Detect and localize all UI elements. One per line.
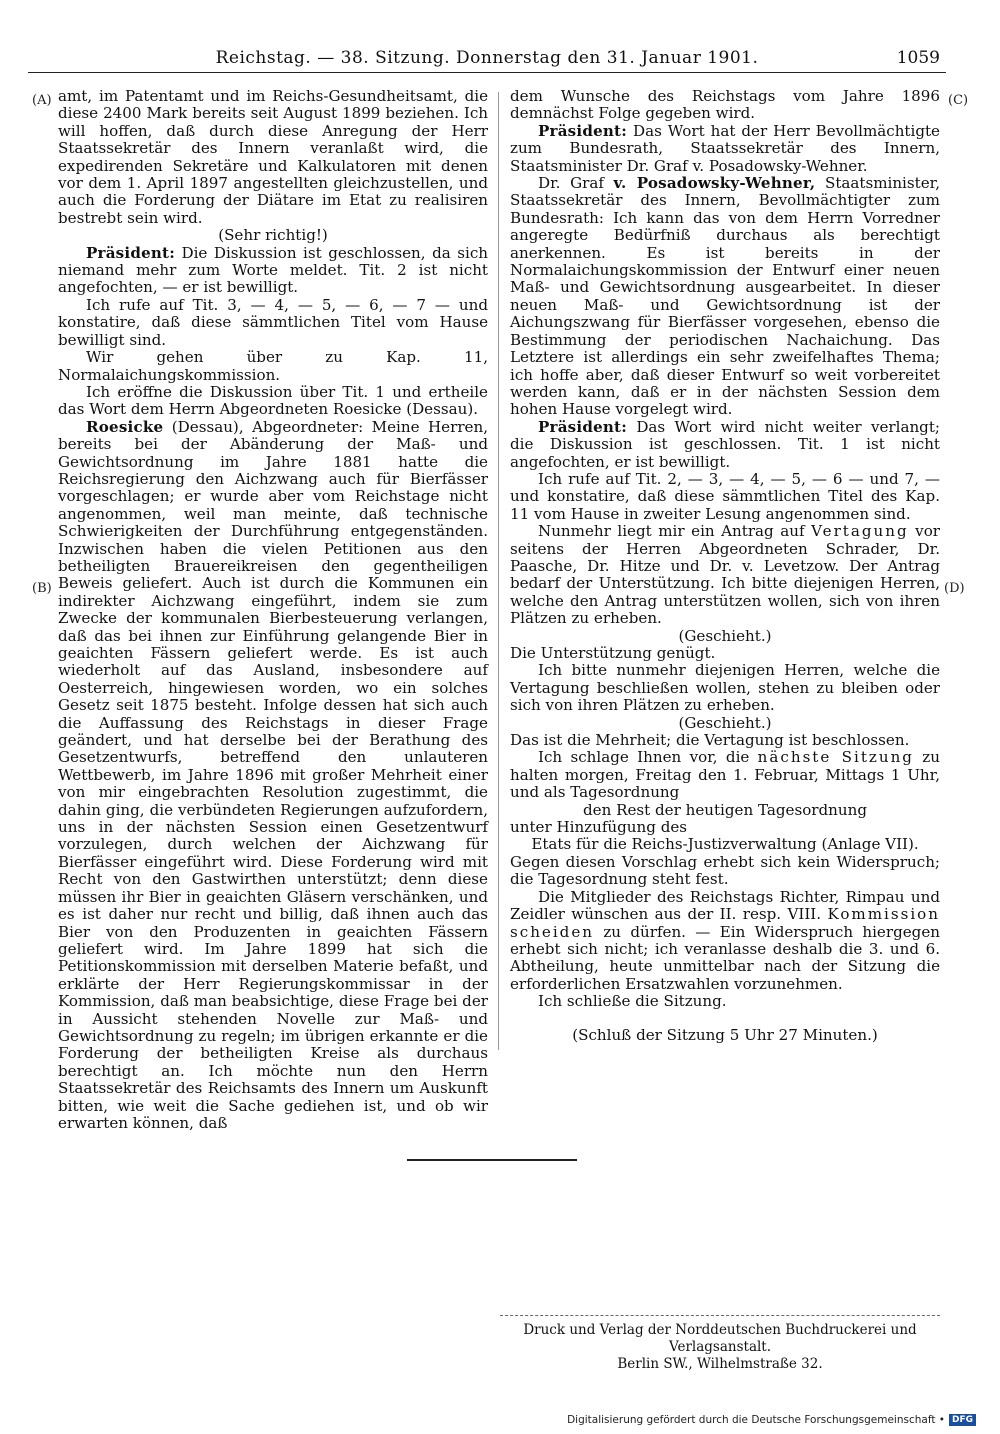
paragraph: dem Wunsche des Reichstags vom Jahre 1896 demnächst Folge gegeben wird. [510,87,940,123]
paragraph: Ich schließe die Sitzung. [538,992,727,1011]
page-number: 1059 [896,48,940,68]
interjection: (Sehr richtig!) [218,226,328,245]
text-run: Nunmehr liegt mir ein Antrag auf [538,522,812,541]
session-close-note: (Schluß der Sitzung 5 Uhr 27 Minuten.) [572,1025,878,1044]
imprint-line: Druck und Verlag der Norddeutschen Buchdruckerei und Verlagsanstalt. [523,1322,917,1355]
speech-text: (Dessau), Abgeordneter: Meine Herren, bereits bei der Abänderung der Maß- und Gewichtsordnung im Jahre 1881 hatte die Reichsregierung den Aichzwang auch für Bierfässer vorgeschlagen; er wurde aber vom Reichstage nicht angenommen, weil man meinte, daß technische Schwierigkeiten der Durchführung entgegenständen. Inzwischen haben die vielen Petitionen aus den betheiligten Brauereikreisen den gegentheiligen Beweis geliefert. Auch ist durch die Kommunen ein indirekter Aichzwang eingeführt, indem sie zum Zwecke der kommunalen Bierbesteuerung verlangen, daß das bei ihnen zur Einführung gelangende Bier in geaichten Fässern geliefert werde. Es ist auch wiederholt auf das Ausland, insbesondere auf Oesterreich, hingewiesen worden, wo ein solches Gesetz seit 1875 besteht. Infolge dessen hat sich auch die Auffassung des Reichstags in dieser Frage geändert, und hat derselbe bei der Berathung des Gesetzentwurfs, betreffend den unlauteren Wettbewerb, im Jahre 1896 mit großer Mehrheit einer von mir eingebrachten Resolution zugestimmt, die dahin ging, die verbündeten Regierungen aufzufordern, uns in der nächsten Session einen Gesetzentwurf vorzulegen, durch welchen der Aichzwang für Bierfässer eingeführt wird. Diese Forderung wird mit Recht von den Gastwirthen unterstützt; denn diese müssen ihr Bier in geaichten Gläsern verschänken, und es ist daher nur recht und billig, daß ihnen auch das Bier von den Produzenten in geaichten Fässern geliefert wird. Im Jahre 1899 hat sich die Petitionskommission mit derselben Materie befaßt, und erklärte der Herr Regierungskommissar in der Kommission, daß man beabsichtige, diese Frage bei der in Aussicht stehenden Novelle zur Maß- und Gewichtsordnung zu regeln; im übrigen erkannte er die Forderung der betheiligten Kreise als durchaus berechtigt an. Ich möchte nun den Herrn Staatssekretär des Reichsamts des Innern um Auskunft bitten, wie weit die Sache gediehen ist, und ob wir erwarten können, daß [58,417,488,1132]
paragraph: Das ist die Mehrheit; die Vertagung ist beschlossen. [510,731,910,750]
paragraph: Wir gehen über zu Kap. 11, Normalaichungskommission. [58,348,488,384]
credit-text: Digitalisierung gefördert durch die Deutsche Forschungsgemeinschaft • [567,1414,945,1426]
paragraph: Die Unterstützung genügt. [510,644,716,662]
text-run: zu dürfen. — Ein Widerspruch hiergegen erhebt sich nicht; ich veranlasse deshalb die 3. und 6. Abtheilung, heute unmittelbar nach der Sitzung die erforderlichen Ersatzwahlen vorzunehmen. [510,922,940,993]
imprint [500,1322,940,1373]
imprint-line: Berlin SW., Wilhelmstraße 32. [617,1356,823,1372]
paragraph [58,245,488,297]
margin-mark-b: (B) [32,581,52,596]
text-run: Die Mitglieder des Reichstags Richter, Rimpau und Zeidler wünschen aus der II. resp. VIII. [510,887,940,924]
end-rule [407,1159,577,1161]
speaker-name: v. Posadowsky-Wehner, [613,174,816,193]
spaced-emphasis: Kommission scheiden [510,905,940,941]
speech-text: Staatsminister, Staatssekretär des Innern, Bevollmächtigter zum Bundesrath: Ich kann das von dem Herrn Vorredner angeregte Bedürfniß durchaus als berechtigt anerkennen. Es ist bereits in der Normalaichungskommission der Entwurf einer neuen Maß- und Gewichtsordnung ausgearbeitet. In dieser neuen Maß- und Gewichtsordnung ist der Aichungszwang für Bierfässer vorgesehen, ebenso die Bestimmung der periodischen Nachaichung. Das Letztere ist allerdings ein sehr zweifelhaftes Thema; ich hoffe aber, daß dieser Entwurf so weit vorbereitet werden kann, daß er in der nächsten Session dem hohen Hause vorgelegt wird. [510,174,940,419]
speaker-name: Präsident: [538,417,627,436]
right-column [510,88,940,1044]
interjection: (Geschieht.) [678,626,772,645]
paragraph: amt, im Patentamt und im Reichs-Gesundheitsamt, die diese 2400 Mark bereits seit August 1899 beziehen. Ich will hoffen, daß durch diese Anregung der Herr Staatssekretär des Innern veranlaßt wird, die expedirenden Sekretäre und Kalkulatoren mit denen vor dem 1. April 1897 angestellten gleichzustellen, und auch die Forderung der Diätare im Etat zu realisiren bestrebt sein wird. [58,87,488,227]
paragraph [510,175,940,419]
paragraph: unter Hinzufügung des [510,818,688,837]
speech-text: Die Diskussion ist geschlossen, da sich niemand mehr zum Worte meldet. Tit. 2 ist nicht angefochten, — er ist bewilligt. [58,243,488,297]
spaced-emphasis: nächste Sitzung [757,748,914,767]
paragraph: Ich rufe auf Tit. 2, — 3, — 4, — 5, — 6 — und 7, — und konstatire, daß diese sämmtlichen Titel des Kap. 11 vom Hause in zweiter Lesung angenommen sind. [510,469,940,523]
speaker-name: Präsident: [86,243,175,262]
left-column [58,88,488,1132]
agenda-item: den Rest der heutigen Tagesordnung [582,800,868,819]
text-run: vor seitens der Herren Abgeordneten Schrader, Dr. Paasche, Dr. Hitze und Dr. v. Levetzow. Der Antrag bedarf der Unterstützung. Ich bitte diejenigen Herren, welche den Antrag unterstützen wollen, sich von ihren Plätzen zu erheben. [510,522,940,628]
agenda-item: Etats für die Reichs-Justizverwaltung (Anlage VII). [531,835,919,854]
paragraph [510,123,940,175]
margin-mark-d: (D) [944,581,965,596]
paragraph: Ich bitte nunmehr diejenigen Herren, welche die Vertagung beschließen wollen, stehen zu bleiben oder sich von ihren Plätzen zu erheben. [510,661,940,715]
paragraph [510,419,940,471]
footer-rule [500,1315,940,1316]
speech-text: Das Wort wird nicht weiter verlangt; die Diskussion ist geschlossen. Tit. 1 ist nicht angefochten, er ist bewilligt. [510,417,940,471]
paragraph [510,523,940,627]
digitization-credit [567,1414,976,1426]
text-run: zu halten morgen, Freitag den 1. Februar, Mittags 1 Uhr, und als Tagesordnung [510,748,940,802]
speaker-name: Roesicke [86,417,164,436]
paragraph [510,889,940,993]
column-divider [498,92,499,1050]
running-title: Reichstag. — 38. Sitzung. Donnerstag den 31. Januar 1901. [215,48,759,68]
dfg-logo: DFG [949,1414,976,1426]
speaker-name: Präsident: [538,121,627,140]
interjection: (Geschieht.) [678,713,772,732]
running-header [28,42,946,73]
paragraph [58,419,488,1133]
text-run: Ich schlage Ihnen vor, die [538,748,758,767]
paragraph: Gegen diesen Vorschlag erhebt sich kein Widerspruch; die Tagesordnung steht fest. [510,852,940,889]
spaced-emphasis: Vertagung [811,522,909,541]
paragraph [510,749,940,801]
margin-mark-a: (A) [32,93,52,108]
paragraph: Ich rufe auf Tit. 3, — 4, — 5, — 6, — 7 — und konstatire, daß diese sämmtlichen Titel vom Hause bewilligt sind. [58,295,488,349]
speech-text: Das Wort hat der Herr Bevollmächtigte zum Bundesrath, Staatssekretär des Innern, Staatsminister Dr. Graf v. Posadowsky-Wehner. [510,121,940,175]
paragraph: Ich eröffne die Diskussion über Tit. 1 und ertheile das Wort dem Herrn Abgeordneten Roesicke (Dessau). [58,382,488,419]
speaker-title: Dr. Graf [538,174,614,193]
margin-mark-c: (C) [948,93,969,108]
